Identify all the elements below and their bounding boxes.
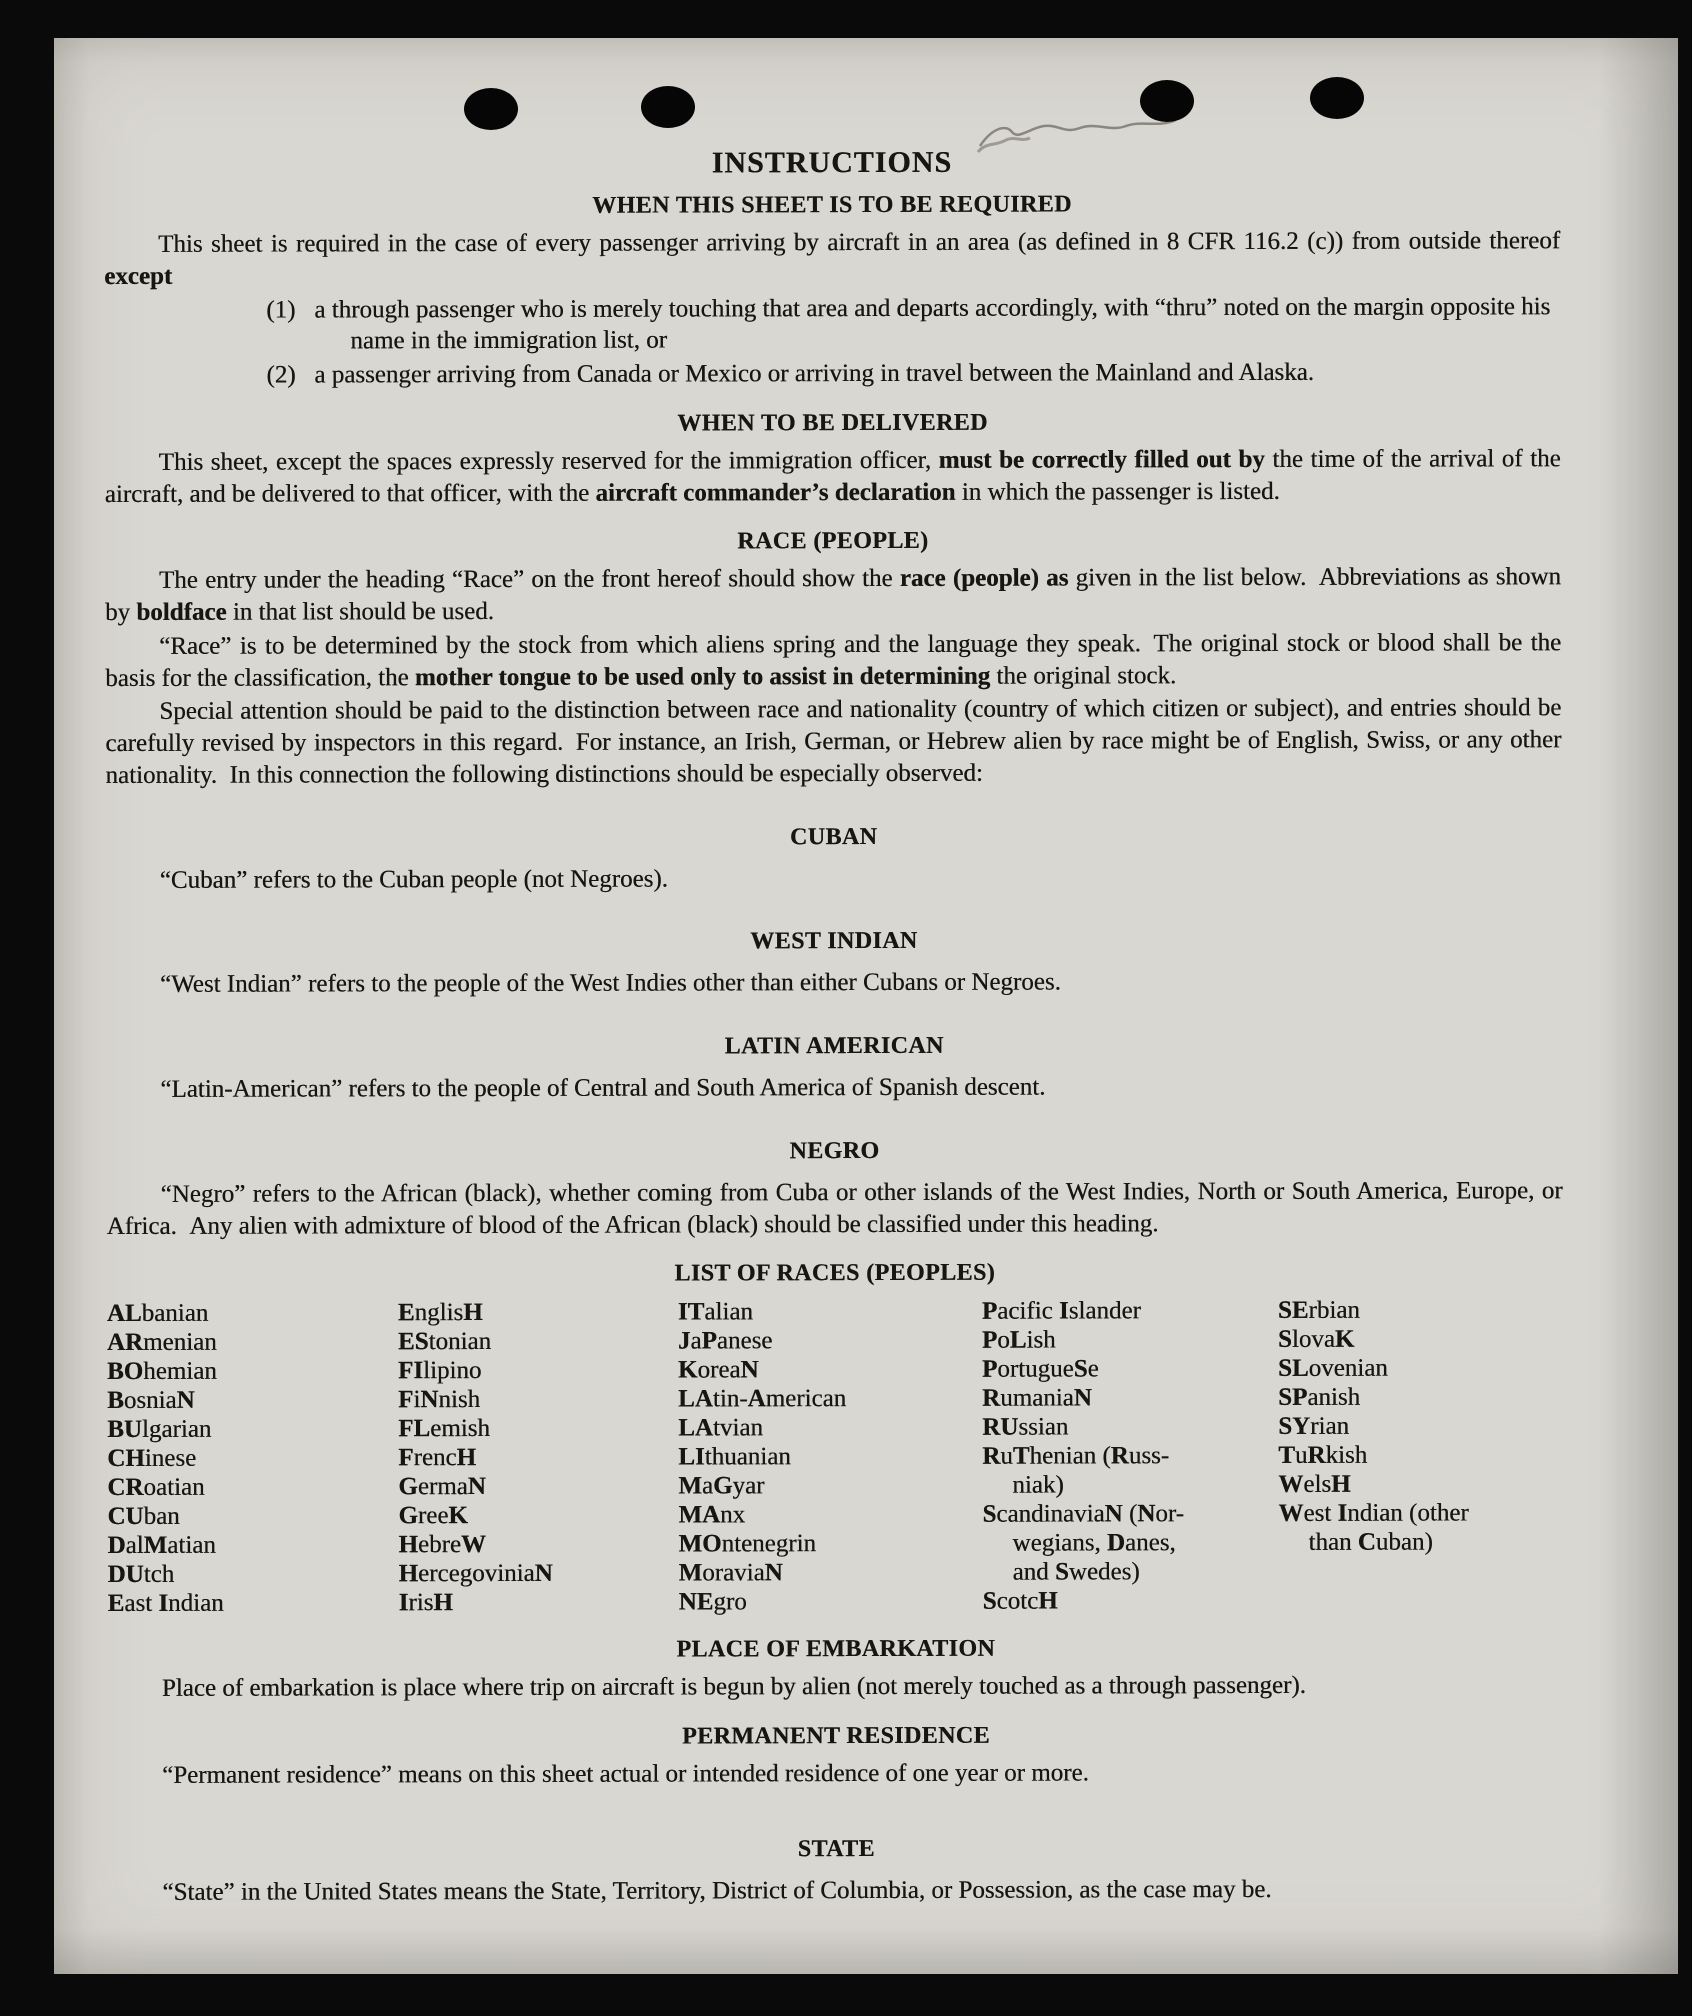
paragraph-cuban: “Cuban” refers to the Cuban people (not Negroes). (159, 865, 668, 894)
race-item: LIthuanian (678, 1443, 791, 1471)
race-item: East Indian (107, 1589, 224, 1618)
race-item: BosniaN (107, 1387, 195, 1415)
race-item: BUlgarian (107, 1415, 212, 1444)
race-item: FiNnish (398, 1386, 481, 1414)
heading-residence: PERMANENT RESIDENCE (682, 1722, 990, 1750)
list-item-2: (2) a passenger arriving from Canada or Mexico or arriving in travel between the Mainland and Alaska. (266, 358, 1315, 389)
race-item: DUtch (107, 1561, 175, 1589)
heading-list-of-races: LIST OF RACES (PEOPLES) (674, 1259, 996, 1287)
document-content (54, 38, 1678, 1909)
text-segment-bold: aircraft commander’s declaration (595, 478, 956, 507)
text-segment-bold: mother tongue to be used only to assist in determining (414, 662, 991, 691)
paragraph-residence: “Permanent residence” means on this sheet actual or intended residence of one year or more. (162, 1759, 1089, 1789)
race-item: CRoatian (107, 1473, 205, 1502)
punch-hole (464, 88, 518, 130)
race-item: MOntenegrin (678, 1530, 817, 1558)
race-column (678, 1297, 983, 1617)
race-item: MaGyar (678, 1472, 765, 1500)
race-item: and Swedes) (1012, 1558, 1140, 1586)
race-item: MoraviaN (678, 1559, 783, 1587)
paragraph-west-indian: “West Indian” refers to the people of the West Indies other than either Cubans or Negroes. (159, 968, 1061, 999)
race-item: RUssian (982, 1413, 1069, 1441)
race-item: CUban (107, 1503, 180, 1531)
text-segment: given in the list below. Abbreviations as shown by (105, 563, 1562, 626)
race-item: FLemish (398, 1415, 490, 1443)
race-item: LAtin-American (678, 1385, 847, 1413)
race-item: RuThenian (Russ- (982, 1442, 1170, 1470)
race-item: GreeK (398, 1502, 468, 1530)
race-item: RumaniaN (982, 1384, 1092, 1412)
race-item: West Indian (other (1278, 1499, 1469, 1528)
race-item: GermaN (398, 1473, 486, 1501)
race-item: ARmenian (106, 1328, 217, 1357)
race-item: NEgro (678, 1588, 747, 1616)
text-segment: the original stock. (990, 661, 1177, 690)
race-column (982, 1296, 1279, 1616)
race-item: EnglisH (397, 1299, 483, 1327)
text-segment: the time of the arrival of the aircraft, and be delivered to that officer, with the (104, 444, 1561, 508)
race-item: BOhemian (107, 1357, 217, 1386)
heading-state: STATE (797, 1835, 875, 1862)
paragraph-state: “State” in the United States means the State, Territory, District of Columbia, or Possession, as the case may be. (162, 1875, 1272, 1906)
race-item: KoreaN (678, 1356, 759, 1384)
race-column (107, 1298, 399, 1618)
race-item: SErbian (1277, 1296, 1360, 1325)
race-item: MAnx (678, 1501, 746, 1529)
race-item: IrisH (398, 1589, 453, 1617)
text-segment-bold: except (104, 262, 173, 290)
race-item: PoLish (981, 1326, 1056, 1354)
text-segment: “Race” is to be determined by the stock from which aliens spring and the language they speak. The original stock or blood shall be the basis for the classification, the (105, 628, 1562, 692)
paragraph-latin-american: “Latin-American” refers to the people of Central and South America of Spanish descent. (160, 1073, 1046, 1103)
heading-cuban: CUBAN (789, 823, 878, 850)
race-item: ALbanian (106, 1299, 209, 1328)
race-item: SlovaK (1277, 1325, 1355, 1354)
heading-embarkation: PLACE OF EMBARKATION (676, 1635, 996, 1663)
race-item: ITalian (677, 1298, 753, 1326)
punch-hole (1310, 77, 1364, 119)
paragraph-embarkation: Place of embarkation is place where trip on aircraft is begun by alien (not merely touched as a through passenger). (161, 1672, 1306, 1703)
race-item: DalMatian (107, 1531, 216, 1560)
race-item: SPanish (1278, 1383, 1361, 1412)
race-item: WelsH (1278, 1470, 1351, 1499)
heading-west-indian: WEST INDIAN (750, 928, 918, 955)
text-segment: This sheet, except the spaces expressly reserved for the immigration officer, (158, 446, 939, 476)
race-column (1278, 1295, 1564, 1615)
text-segment: This sheet is required in the case of every passenger arriving by aircraft in an area (as defined in 8 CFR 116.2 (c)) from outside thereof (158, 227, 1561, 258)
races-grid (107, 1295, 1564, 1618)
document-title: INSTRUCTIONS (711, 145, 953, 180)
race-item: HebreW (398, 1531, 487, 1559)
race-item: Pacific Islander (981, 1297, 1141, 1325)
paragraph-when-required (104, 225, 1560, 292)
punch-hole (641, 86, 695, 128)
race-item: ScotcH (982, 1587, 1058, 1615)
heading-negro: NEGRO (789, 1137, 880, 1164)
race-column (398, 1298, 679, 1618)
text-segment-bold: race (people) as (899, 564, 1069, 593)
race-item: CHinese (107, 1445, 197, 1473)
race-item: JaPanese (677, 1327, 773, 1355)
race-item: FrencH (398, 1444, 477, 1472)
text-segment: in which the passenger is listed. (955, 477, 1280, 506)
race-item: niak) (1012, 1471, 1064, 1499)
list-item-1: (1) a through passenger who is merely touching that area and departs accordingly, with “thru” noted on the margin opposite his name in the immigration list, or (266, 292, 1551, 355)
race-item: HercegoviniaN (398, 1560, 553, 1588)
text-segment: The entry under the heading “Race” on the front hereof should show the (158, 565, 900, 595)
race-item: SLovenian (1278, 1354, 1388, 1383)
paragraph-negro: “Negro” refers to the African (black), whether coming from Cuba or other islands of the West Indies, North or South America, Europe, or Africa. Any alien with admixture of blood of the African (black) should be classified under this heading. (106, 1176, 1563, 1240)
paragraph-race-2 (105, 627, 1561, 694)
race-item: PortugueSe (982, 1355, 1099, 1383)
race-item: SYrian (1278, 1412, 1350, 1441)
race-item: EStonian (397, 1328, 492, 1356)
text-segment-bold: boldface (136, 598, 227, 626)
race-item: FIlipino (398, 1357, 482, 1385)
heading-when-required: WHEN THIS SHEET IS TO BE REQUIRED (592, 191, 1072, 219)
punch-hole (1140, 80, 1194, 122)
race-item: ScandinaviaN (Nor- (982, 1500, 1185, 1528)
paragraph-race-3: Special attention should be paid to the distinction between race and nationality (country of which citizen or subject), and entries should be carefully revised by inspectors in this regard. For instance, an Irish, German, or Hebrew alien by race might be of English, Swiss, or any other nationality. In this connection the following distinctions should be especially observed: (105, 694, 1562, 789)
heading-when-delivered: WHEN TO BE DELIVERED (677, 409, 988, 437)
paragraph-race-1 (105, 561, 1561, 628)
text-segment-bold: must be correctly filled out by (938, 445, 1265, 474)
paper-sheet (54, 38, 1678, 1974)
race-item: LAtvian (678, 1414, 763, 1442)
text-segment: in that list should be used. (226, 597, 494, 626)
race-item: than Cuban) (1308, 1528, 1433, 1557)
race-item: wegians, Danes, (1012, 1529, 1176, 1557)
paragraph-when-delivered (105, 443, 1561, 510)
race-item: TuRkish (1278, 1441, 1368, 1470)
heading-race-people: RACE (PEOPLE) (737, 528, 929, 555)
heading-latin-american: LATIN AMERICAN (724, 1032, 944, 1060)
